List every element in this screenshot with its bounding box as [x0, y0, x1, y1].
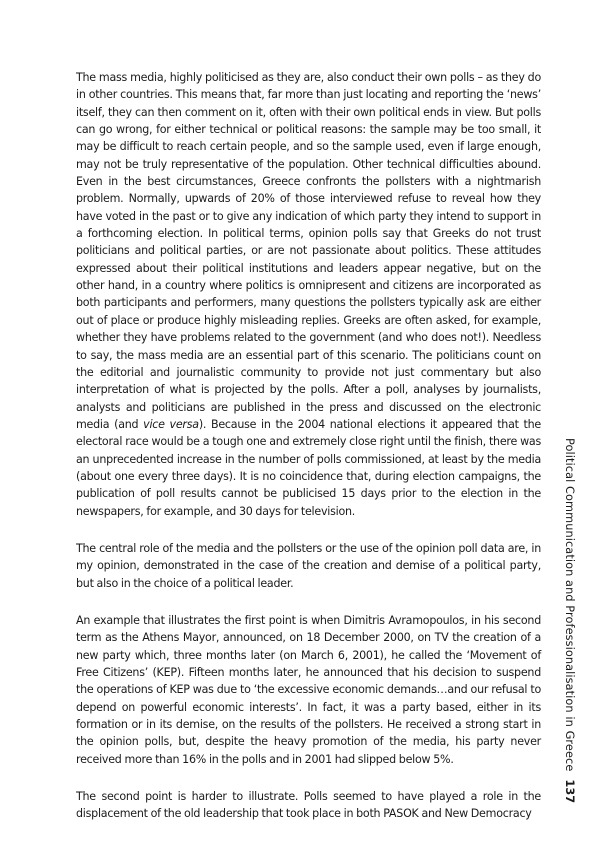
paragraph-1-after: ). Because in the 2004 national elections it appeared that the electoral race would be a tough one and extremely close right until the finish, there was an unprecedented increase in the number of polls commissioned, at least by the media (about one every three days). It is no coincidence that, during election campaigns, the publication of poll results cannot be publicised 15 days prior to the election in the newspapers, for example, and 30 days for television. — [76, 417, 541, 518]
running-header-title: Political Communication and Professionalisation in Greece — [563, 438, 576, 772]
paragraph-1-emphasis: vice versa — [143, 417, 199, 431]
running-header — [560, 438, 578, 804]
page-number: 137 — [563, 779, 576, 804]
paragraph-1-before: The mass media, highly politicised as they are, also conduct their own polls – as they do in other countries. This means that, far more than just locating and reporting the ‘news’ itself, they can then comment on it, often with their own political ends in view. But polls can go wrong, for either technical or political reasons: the sample may be too small, it may be difficult to reach certain people, and so the sample used, even if large enough, may not be truly representative of the population. Other technical difficulties abound. Even in the best circumstances, Greece confronts the pollsters with a nightmarish problem. Normally, upwards of 20% of those interviewed refuse to reveal how they have voted in the past or to give any indication of which party they intend to support in a forthcoming election. In political terms, opinion polls say that Greeks do not trust politicians and political parties, or are not passionate about politics. These attitudes expressed about their political institutions and leaders appear negative, but on the other hand, in a country where politics is omnipresent and citizens are incorporated as both participants and performers, many questions the pollsters typically ask are either out of place or produce highly misleading replies. Greeks are often asked, for example, whether they have problems related to the government (and who does not!). Needless to say, the mass media are an essential part of this scenario. The politicians count on the editorial and journalistic community to provide not just commentary but also interpretation of what is projected by the polls. After a poll, analyses by journalists, analysts and politicians are published in the press and discussed on the electronic media (and — [76, 71, 541, 431]
paragraph-4: The second point is harder to illustrate. Polls seemed to have played a role in the displacement of the old leadership that took place in both PASOK and New Democracy — [76, 790, 541, 821]
paragraph-1 — [76, 69, 541, 520]
paragraph-3: An example that illustrates the first point is when Dimitris Avramopoulos, in his second term as the Athens Mayor, announced, on 18 December 2000, on TV the creation of a new party which, three months later (on March 6, 2001), he called the ‘Movement of Free Citizens’ (KEP). Fifteen months later, he announced that his decision to suspend the operations of KEP was due to ‘the excessive economic demands…and our refusal to depend on powerful economic interests’. In fact, it was a party based, either in its formation or in its demise, on the results of the pollsters. He received a strong start in the opinion polls, but, despite the heavy promotion of the media, his party never received more than 16% in the polls and in 2001 had slipped below 5%. — [76, 613, 541, 766]
paragraph-2: The central role of the media and the pollsters or the use of the opinion poll data are, in my opinion, demonstrated in the case of the creation and demise of a political party, but also in the choice of a political leader. — [76, 541, 541, 590]
page-body — [76, 69, 541, 843]
